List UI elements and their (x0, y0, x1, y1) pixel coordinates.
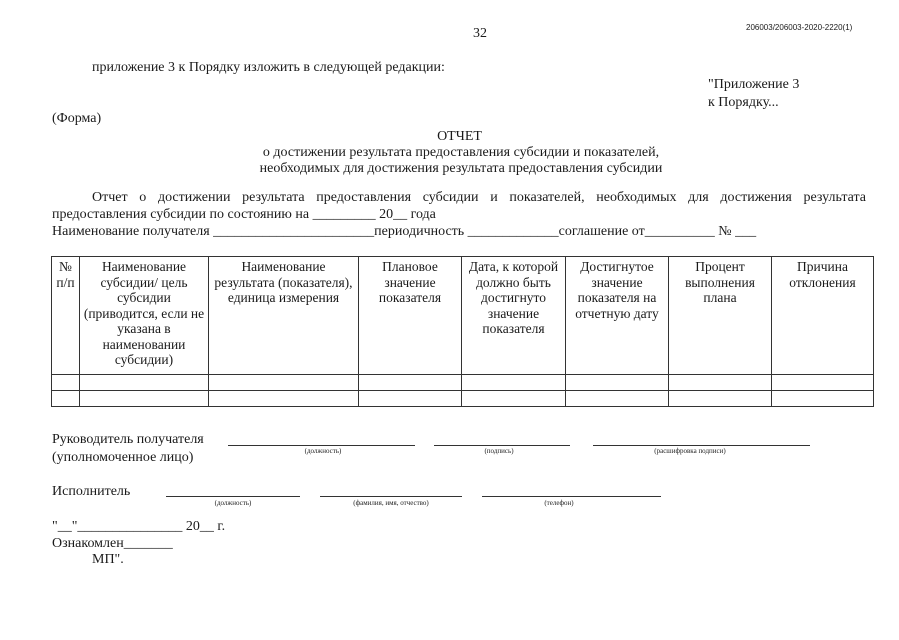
date-line: "__"_______________ 20__ г. (52, 519, 226, 534)
document-code: 206003/206003-2020-2220(1) (746, 23, 853, 32)
table-cell (772, 391, 874, 407)
table-cell (566, 391, 669, 407)
appendix-reference-line-2: к Порядку... (708, 95, 779, 110)
stamp-placeholder: МП". (92, 552, 124, 567)
report-subtitle-line-2: необходимых для достижения результата предоставления субсидии (259, 161, 663, 176)
head-signature-caption: (подпись) (484, 447, 514, 455)
intro-text: приложение 3 к Порядку изложить в следующей редакции: (92, 60, 445, 75)
head-position-caption: (должность) (304, 447, 342, 455)
head-signature-line (434, 445, 570, 446)
column-header-target-date: Дата, к которой должно быть достигнуто значение показателя (462, 257, 566, 375)
table-cell (209, 375, 359, 391)
column-header-deviation-reason: Причина отклонения (772, 257, 874, 375)
report-subtitle-line-1: о достижении результата предоставления субсидии и показателей, (262, 145, 660, 160)
table-cell (209, 391, 359, 407)
column-header-number: № п/п (52, 257, 80, 375)
head-label-line-1: Руководитель получателя (52, 432, 204, 447)
head-position-line (228, 445, 415, 446)
table-row (52, 391, 874, 407)
table-cell (80, 391, 209, 407)
report-table (51, 256, 874, 407)
executor-phone-line (482, 496, 661, 497)
column-header-planned-value: Плановое значение показателя (359, 257, 462, 375)
table-cell (80, 375, 209, 391)
executor-fullname-line (320, 496, 462, 497)
table-cell (462, 375, 566, 391)
column-header-completion-percent: Процент выполнения плана (669, 257, 772, 375)
table-cell (52, 375, 80, 391)
table-cell (359, 391, 462, 407)
page-number: 32 (473, 26, 487, 41)
table-row (52, 375, 874, 391)
report-title: ОТЧЕТ (437, 129, 482, 144)
executor-label: Исполнитель (52, 484, 131, 499)
head-name-line (593, 445, 810, 446)
paragraph-line-1: Отчет о достижении результата предоставления субсидии и показателей, необходимых для достижения результата (92, 190, 866, 205)
executor-fullname-caption: (фамилия, имя, отчество) (353, 499, 429, 507)
executor-phone-caption: (телефон) (544, 499, 574, 507)
table-cell (566, 375, 669, 391)
executor-position-line (166, 496, 300, 497)
column-header-achieved-value: Достигнутое значение показателя на отчетную дату (566, 257, 669, 375)
table-header-row (52, 257, 874, 375)
table-cell (52, 391, 80, 407)
table-cell (462, 391, 566, 407)
table-cell (772, 375, 874, 391)
table-cell (669, 391, 772, 407)
acquainted-line: Ознакомлен_______ (52, 536, 173, 551)
paragraph-line-2: предоставления субсидии по состоянию на _________ 20__ года (52, 207, 436, 222)
column-header-result-name: Наименование результата (показателя), единица измерения (209, 257, 359, 375)
appendix-reference-line-1: "Приложение 3 (708, 77, 800, 92)
column-header-subsidy-name: Наименование субсидии/ цель субсидии (приводится, если не указана в наименовании субсидии) (80, 257, 209, 375)
paragraph-line-3: Наименование получателя _______________________периодичность _____________соглашение от__________ № ___ (52, 224, 757, 239)
table-cell (669, 375, 772, 391)
executor-position-caption: (должность) (214, 499, 252, 507)
head-label-line-2: (уполномоченное лицо) (52, 450, 194, 465)
table-cell (359, 375, 462, 391)
head-name-caption: (расшифровка подписи) (654, 447, 726, 455)
form-label: (Форма) (52, 111, 102, 126)
